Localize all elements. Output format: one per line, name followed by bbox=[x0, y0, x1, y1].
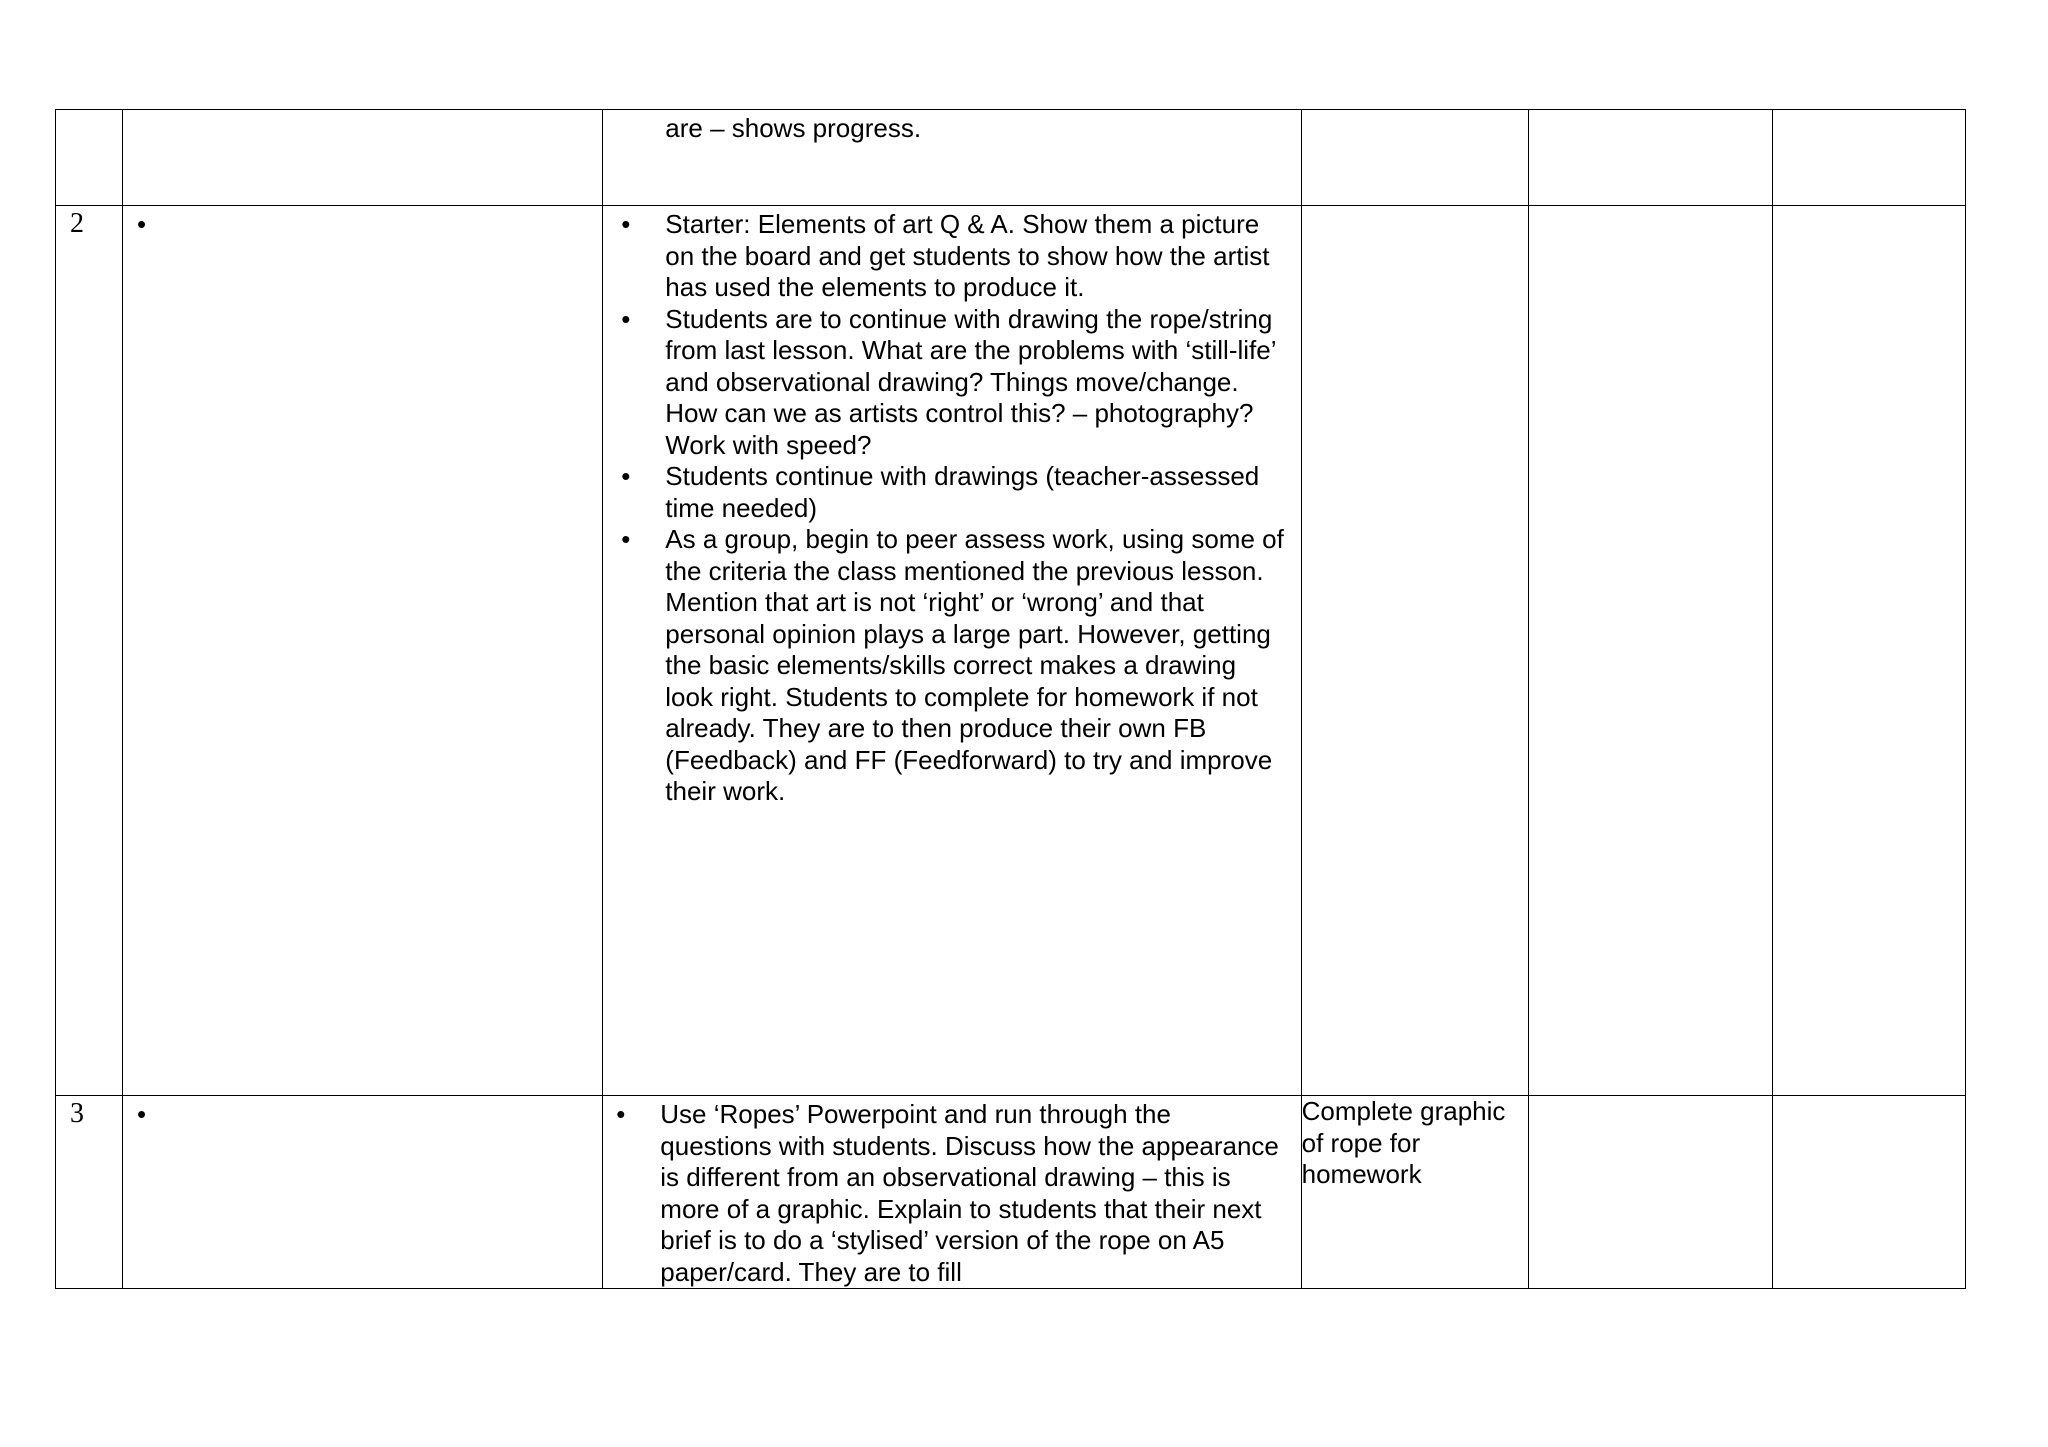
lesson-number-cell bbox=[56, 206, 123, 1096]
lesson-number: 2 bbox=[70, 208, 84, 239]
activities-cell bbox=[603, 1096, 1301, 1289]
homework-cell bbox=[1301, 206, 1528, 1096]
activity-item: • Starter: Elements of art Q & A. Show them a picture on the board and get students to show how the artist has used the elements to produce it. bbox=[603, 209, 1288, 304]
lesson-plan-table bbox=[55, 109, 1966, 1289]
empty-cell bbox=[1772, 110, 1965, 206]
lesson-number-cell bbox=[56, 1096, 123, 1289]
lesson-number: 3 bbox=[70, 1098, 84, 1129]
activity-item: • Students continue with drawings (teacher-assessed time needed) bbox=[603, 461, 1288, 524]
objective-cell bbox=[123, 206, 603, 1096]
empty-cell bbox=[1772, 206, 1965, 1096]
table-row-continuation bbox=[56, 110, 1966, 206]
empty-cell bbox=[1772, 1096, 1965, 1289]
activity-item: • Use ‘Ropes’ Powerpoint and run through the questions with students. Discuss how the appearance is different from an observational drawing – this is more of a graphic. Explain to students that their next brief is to do a ‘stylised’ version of the rope on A5 paper/card. They are to fill bbox=[603, 1099, 1288, 1288]
objective-cell bbox=[123, 110, 603, 206]
lesson-number-cell bbox=[56, 110, 123, 206]
activity-list bbox=[603, 206, 1300, 808]
empty-cell bbox=[1528, 110, 1772, 206]
empty-cell bbox=[1528, 1096, 1772, 1289]
activity-list bbox=[603, 1096, 1300, 1288]
objective-bullet: • bbox=[137, 209, 147, 239]
table-row-lesson-2 bbox=[56, 206, 1966, 1096]
homework-cell: Complete graphic of rope for homework bbox=[1301, 1096, 1528, 1289]
activities-cell bbox=[603, 110, 1301, 206]
table-row-lesson-3 bbox=[56, 1096, 1966, 1289]
homework-cell bbox=[1301, 110, 1528, 206]
objective-bullet: • bbox=[137, 1099, 147, 1129]
objective-cell bbox=[123, 1096, 603, 1289]
activity-item: • As a group, begin to peer assess work, using some of the criteria the class mentioned the previous lesson. Mention that art is not ‘right’ or ‘wrong’ and that personal opinion plays a large part. However, getting the basic elements/skills correct makes a drawing look right. Students to complete for homework if not already. They are to then produce their own FB (Feedback) and FF (Feedforward) to try and improve their work. bbox=[603, 524, 1288, 808]
activities-cell bbox=[603, 206, 1301, 1096]
activity-item: • Students are to continue with drawing the rope/string from last lesson. What are the problems with ‘still-life’ and observational drawing? Things move/change. How can we as artists control this? – photography? Work with speed? bbox=[603, 304, 1288, 462]
continued-activity-text: are – shows progress. bbox=[665, 113, 922, 143]
empty-cell bbox=[1528, 206, 1772, 1096]
